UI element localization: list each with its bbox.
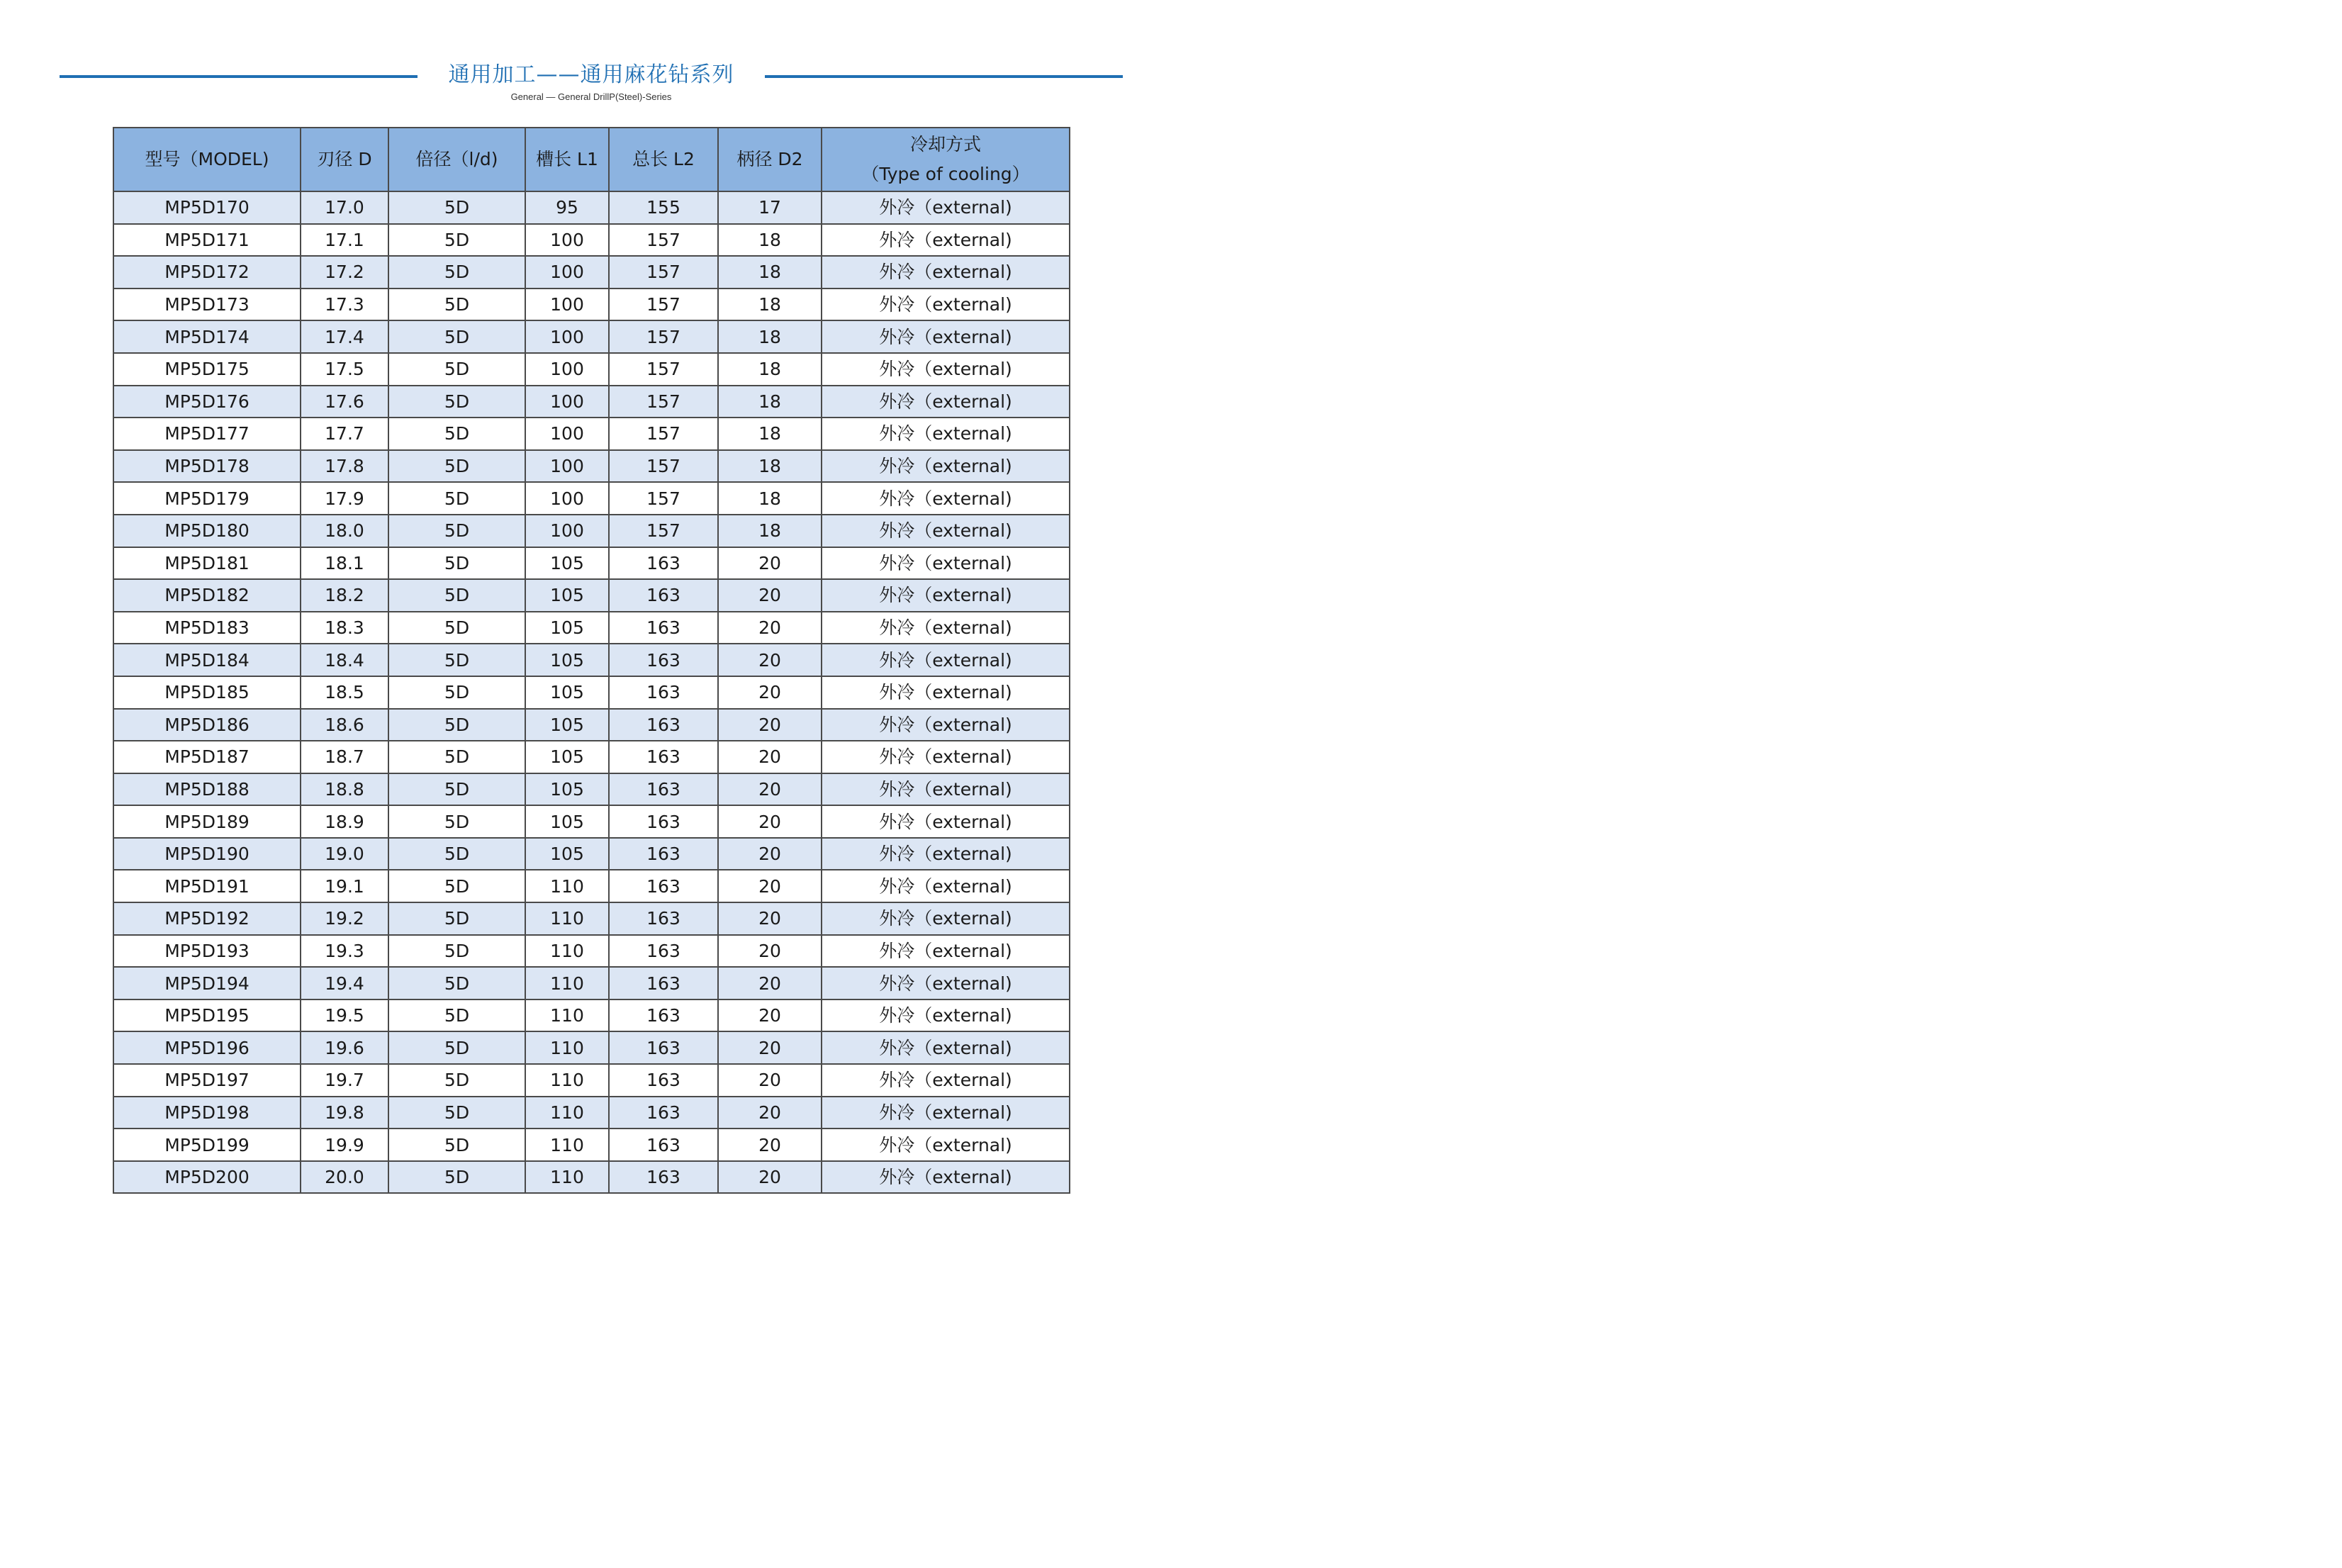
cell-model: MP5D192 <box>113 902 301 935</box>
table-row <box>113 709 1070 741</box>
cell-ratio: 5D <box>388 450 525 483</box>
cell-shank-diameter: 20 <box>718 1129 822 1161</box>
cell-ratio: 5D <box>388 902 525 935</box>
cell-diameter: 19.4 <box>301 967 388 999</box>
cell-overall-length: 157 <box>609 256 718 289</box>
cell-ratio: 5D <box>388 709 525 741</box>
cell-overall-length: 163 <box>609 838 718 870</box>
cell-overall-length: 157 <box>609 418 718 450</box>
cell-ratio: 5D <box>388 741 525 773</box>
table-row <box>113 256 1070 289</box>
cell-cooling-type: 外冷（external) <box>822 838 1070 870</box>
table-row <box>113 353 1070 386</box>
cell-model: MP5D174 <box>113 320 301 353</box>
cell-flute-length: 100 <box>525 450 609 483</box>
cell-ratio: 5D <box>388 967 525 999</box>
table-row <box>113 289 1070 321</box>
cell-diameter: 17.2 <box>301 256 388 289</box>
table-row <box>113 967 1070 999</box>
cell-shank-diameter: 20 <box>718 612 822 644</box>
page-title: 通用加工——通用麻花钻系列 <box>448 62 734 87</box>
cell-diameter: 18.0 <box>301 515 388 547</box>
cell-overall-length: 157 <box>609 515 718 547</box>
column-header-ratio: 倍径（l/d) <box>388 128 525 191</box>
cell-diameter: 17.6 <box>301 386 388 418</box>
cell-ratio: 5D <box>388 612 525 644</box>
cell-shank-diameter: 18 <box>718 450 822 483</box>
cell-ratio: 5D <box>388 386 525 418</box>
cell-shank-diameter: 18 <box>718 289 822 321</box>
cell-model: MP5D187 <box>113 741 301 773</box>
table-row <box>113 999 1070 1032</box>
cell-diameter: 19.9 <box>301 1129 388 1161</box>
spec-table <box>113 127 1070 1194</box>
table-row <box>113 450 1070 483</box>
cell-overall-length: 163 <box>609 870 718 902</box>
cell-diameter: 18.2 <box>301 579 388 612</box>
cell-model: MP5D177 <box>113 418 301 450</box>
cell-ratio: 5D <box>388 579 525 612</box>
cell-flute-length: 95 <box>525 191 609 224</box>
cell-model: MP5D180 <box>113 515 301 547</box>
cell-diameter: 19.5 <box>301 999 388 1032</box>
cell-cooling-type: 外冷（external) <box>822 644 1070 676</box>
cell-overall-length: 163 <box>609 579 718 612</box>
header-row <box>113 128 1070 191</box>
cell-model: MP5D182 <box>113 579 301 612</box>
table-row <box>113 676 1070 709</box>
cell-diameter: 18.7 <box>301 741 388 773</box>
cell-ratio: 5D <box>388 805 525 838</box>
cell-flute-length: 105 <box>525 838 609 870</box>
cell-ratio: 5D <box>388 547 525 580</box>
cell-diameter: 17.8 <box>301 450 388 483</box>
cell-overall-length: 163 <box>609 967 718 999</box>
cell-flute-length: 110 <box>525 935 609 968</box>
cell-model: MP5D188 <box>113 773 301 806</box>
cell-shank-diameter: 18 <box>718 320 822 353</box>
cell-ratio: 5D <box>388 1031 525 1064</box>
cell-ratio: 5D <box>388 224 525 257</box>
cell-ratio: 5D <box>388 838 525 870</box>
cell-overall-length: 157 <box>609 289 718 321</box>
cell-ratio: 5D <box>388 1064 525 1097</box>
cell-cooling-type: 外冷（external) <box>822 450 1070 483</box>
cell-model: MP5D176 <box>113 386 301 418</box>
cell-ratio: 5D <box>388 418 525 450</box>
cell-diameter: 19.1 <box>301 870 388 902</box>
column-header-cooling-type: 冷却方式 （Type of cooling） <box>822 128 1070 191</box>
page-subtitle: General — General DrillP(Steel)-Series <box>510 91 672 102</box>
cell-ratio: 5D <box>388 482 525 515</box>
cell-shank-diameter: 20 <box>718 741 822 773</box>
cell-diameter: 17.9 <box>301 482 388 515</box>
cell-flute-length: 110 <box>525 999 609 1032</box>
cell-shank-diameter: 18 <box>718 256 822 289</box>
cell-diameter: 18.4 <box>301 644 388 676</box>
cell-overall-length: 157 <box>609 450 718 483</box>
cell-overall-length: 157 <box>609 353 718 386</box>
cell-flute-length: 105 <box>525 709 609 741</box>
cell-model: MP5D198 <box>113 1097 301 1129</box>
cell-cooling-type: 外冷（external) <box>822 353 1070 386</box>
cell-flute-length: 110 <box>525 902 609 935</box>
column-header-diameter: 刃径 D <box>301 128 388 191</box>
cell-shank-diameter: 20 <box>718 935 822 968</box>
cell-shank-diameter: 18 <box>718 418 822 450</box>
cell-model: MP5D186 <box>113 709 301 741</box>
cell-ratio: 5D <box>388 935 525 968</box>
cell-diameter: 18.5 <box>301 676 388 709</box>
header-rule-left <box>60 75 418 78</box>
cell-model: MP5D175 <box>113 353 301 386</box>
cell-diameter: 19.0 <box>301 838 388 870</box>
cell-model: MP5D173 <box>113 289 301 321</box>
cell-flute-length: 110 <box>525 1064 609 1097</box>
cell-overall-length: 163 <box>609 547 718 580</box>
cell-diameter: 19.6 <box>301 1031 388 1064</box>
cell-cooling-type: 外冷（external) <box>822 289 1070 321</box>
header-rule-right <box>765 75 1123 78</box>
page-header <box>60 61 1123 111</box>
cell-cooling-type: 外冷（external) <box>822 320 1070 353</box>
cell-overall-length: 163 <box>609 1064 718 1097</box>
cell-shank-diameter: 20 <box>718 644 822 676</box>
cell-model: MP5D183 <box>113 612 301 644</box>
cell-ratio: 5D <box>388 289 525 321</box>
cell-overall-length: 163 <box>609 1129 718 1161</box>
table-row <box>113 935 1070 968</box>
cell-ratio: 5D <box>388 676 525 709</box>
cell-ratio: 5D <box>388 515 525 547</box>
cell-model: MP5D197 <box>113 1064 301 1097</box>
cell-overall-length: 163 <box>609 773 718 806</box>
table-row <box>113 805 1070 838</box>
cell-flute-length: 110 <box>525 1031 609 1064</box>
cell-overall-length: 157 <box>609 320 718 353</box>
cell-diameter: 17.4 <box>301 320 388 353</box>
cell-shank-diameter: 20 <box>718 773 822 806</box>
cell-overall-length: 163 <box>609 902 718 935</box>
cell-cooling-type: 外冷（external) <box>822 1129 1070 1161</box>
cell-cooling-type: 外冷（external) <box>822 935 1070 968</box>
table-row <box>113 741 1070 773</box>
cell-shank-diameter: 18 <box>718 224 822 257</box>
cell-diameter: 17.7 <box>301 418 388 450</box>
cell-diameter: 17.5 <box>301 353 388 386</box>
cell-diameter: 19.8 <box>301 1097 388 1129</box>
cell-flute-length: 105 <box>525 612 609 644</box>
cell-ratio: 5D <box>388 1161 525 1194</box>
cell-model: MP5D172 <box>113 256 301 289</box>
cell-overall-length: 163 <box>609 741 718 773</box>
cell-shank-diameter: 20 <box>718 579 822 612</box>
table-row <box>113 224 1070 257</box>
table-row <box>113 1097 1070 1129</box>
cell-flute-length: 105 <box>525 741 609 773</box>
cell-model: MP5D178 <box>113 450 301 483</box>
cell-flute-length: 110 <box>525 1097 609 1129</box>
cell-diameter: 19.3 <box>301 935 388 968</box>
cell-shank-diameter: 20 <box>718 870 822 902</box>
cell-shank-diameter: 17 <box>718 191 822 224</box>
cell-cooling-type: 外冷（external) <box>822 418 1070 450</box>
cell-cooling-type: 外冷（external) <box>822 579 1070 612</box>
cell-cooling-type: 外冷（external) <box>822 256 1070 289</box>
table-row <box>113 191 1070 224</box>
cell-shank-diameter: 20 <box>718 1064 822 1097</box>
cell-ratio: 5D <box>388 353 525 386</box>
cell-ratio: 5D <box>388 870 525 902</box>
cell-diameter: 17.3 <box>301 289 388 321</box>
cell-flute-length: 105 <box>525 547 609 580</box>
cell-shank-diameter: 20 <box>718 805 822 838</box>
cell-model: MP5D190 <box>113 838 301 870</box>
cell-diameter: 20.0 <box>301 1161 388 1194</box>
cell-cooling-type: 外冷（external) <box>822 386 1070 418</box>
cell-cooling-type: 外冷（external) <box>822 612 1070 644</box>
cell-overall-length: 163 <box>609 644 718 676</box>
table-row <box>113 547 1070 580</box>
cell-cooling-type: 外冷（external) <box>822 967 1070 999</box>
cell-overall-length: 163 <box>609 935 718 968</box>
table-row <box>113 1161 1070 1194</box>
cell-cooling-type: 外冷（external) <box>822 547 1070 580</box>
cell-cooling-type: 外冷（external) <box>822 1031 1070 1064</box>
table-row <box>113 870 1070 902</box>
cell-ratio: 5D <box>388 999 525 1032</box>
cell-flute-length: 110 <box>525 967 609 999</box>
cell-overall-length: 155 <box>609 191 718 224</box>
table-body <box>113 191 1070 1193</box>
table-row <box>113 838 1070 870</box>
cell-ratio: 5D <box>388 773 525 806</box>
cell-cooling-type: 外冷（external) <box>822 709 1070 741</box>
table-row <box>113 1064 1070 1097</box>
cell-ratio: 5D <box>388 256 525 289</box>
table-row <box>113 644 1070 676</box>
cell-shank-diameter: 20 <box>718 709 822 741</box>
cell-diameter: 17.1 <box>301 224 388 257</box>
cell-flute-length: 100 <box>525 482 609 515</box>
cell-model: MP5D194 <box>113 967 301 999</box>
cell-flute-length: 100 <box>525 386 609 418</box>
table-row <box>113 418 1070 450</box>
cell-cooling-type: 外冷（external) <box>822 870 1070 902</box>
table-row <box>113 482 1070 515</box>
cell-model: MP5D170 <box>113 191 301 224</box>
cell-shank-diameter: 18 <box>718 515 822 547</box>
cell-cooling-type: 外冷（external) <box>822 741 1070 773</box>
table-row <box>113 1031 1070 1064</box>
cell-flute-length: 105 <box>525 579 609 612</box>
cell-diameter: 19.2 <box>301 902 388 935</box>
cell-flute-length: 100 <box>525 320 609 353</box>
column-header-overall-length: 总长 L2 <box>609 128 718 191</box>
cell-cooling-type: 外冷（external) <box>822 1097 1070 1129</box>
cell-model: MP5D179 <box>113 482 301 515</box>
cell-model: MP5D189 <box>113 805 301 838</box>
cell-shank-diameter: 20 <box>718 676 822 709</box>
cell-flute-length: 105 <box>525 644 609 676</box>
cell-shank-diameter: 18 <box>718 353 822 386</box>
cell-flute-length: 110 <box>525 1161 609 1194</box>
cell-ratio: 5D <box>388 644 525 676</box>
cell-model: MP5D181 <box>113 547 301 580</box>
cell-diameter: 19.7 <box>301 1064 388 1097</box>
table-row <box>113 1129 1070 1161</box>
cell-model: MP5D191 <box>113 870 301 902</box>
table-row <box>113 386 1070 418</box>
cell-cooling-type: 外冷（external) <box>822 224 1070 257</box>
cell-overall-length: 157 <box>609 386 718 418</box>
cell-shank-diameter: 20 <box>718 999 822 1032</box>
cell-ratio: 5D <box>388 1097 525 1129</box>
cell-cooling-type: 外冷（external) <box>822 773 1070 806</box>
cell-cooling-type: 外冷（external) <box>822 676 1070 709</box>
cell-model: MP5D199 <box>113 1129 301 1161</box>
cell-shank-diameter: 20 <box>718 1031 822 1064</box>
cell-flute-length: 105 <box>525 805 609 838</box>
table-row <box>113 320 1070 353</box>
cell-diameter: 18.6 <box>301 709 388 741</box>
cell-cooling-type: 外冷（external) <box>822 805 1070 838</box>
cell-model: MP5D195 <box>113 999 301 1032</box>
table-row <box>113 515 1070 547</box>
cell-overall-length: 163 <box>609 1097 718 1129</box>
cell-shank-diameter: 20 <box>718 1097 822 1129</box>
cell-overall-length: 157 <box>609 224 718 257</box>
cell-shank-diameter: 20 <box>718 838 822 870</box>
cell-cooling-type: 外冷（external) <box>822 191 1070 224</box>
cell-model: MP5D193 <box>113 935 301 968</box>
column-header-flute-length: 槽长 L1 <box>525 128 609 191</box>
cell-overall-length: 163 <box>609 1031 718 1064</box>
cell-diameter: 18.8 <box>301 773 388 806</box>
table-row <box>113 579 1070 612</box>
cell-ratio: 5D <box>388 320 525 353</box>
cell-flute-length: 100 <box>525 418 609 450</box>
cell-diameter: 17.0 <box>301 191 388 224</box>
cell-shank-diameter: 18 <box>718 386 822 418</box>
cell-ratio: 5D <box>388 191 525 224</box>
cell-overall-length: 157 <box>609 482 718 515</box>
cell-flute-length: 110 <box>525 870 609 902</box>
table-header <box>113 128 1070 191</box>
cell-shank-diameter: 20 <box>718 547 822 580</box>
cell-shank-diameter: 20 <box>718 1161 822 1194</box>
cell-overall-length: 163 <box>609 1161 718 1194</box>
cell-overall-length: 163 <box>609 805 718 838</box>
cell-flute-length: 100 <box>525 224 609 257</box>
cell-shank-diameter: 20 <box>718 902 822 935</box>
cell-model: MP5D196 <box>113 1031 301 1064</box>
cell-diameter: 18.9 <box>301 805 388 838</box>
cell-flute-length: 100 <box>525 353 609 386</box>
cell-cooling-type: 外冷（external) <box>822 1064 1070 1097</box>
cell-model: MP5D185 <box>113 676 301 709</box>
cell-overall-length: 163 <box>609 709 718 741</box>
table-row <box>113 902 1070 935</box>
cell-diameter: 18.1 <box>301 547 388 580</box>
cell-shank-diameter: 20 <box>718 967 822 999</box>
cell-cooling-type: 外冷（external) <box>822 482 1070 515</box>
cell-flute-length: 105 <box>525 676 609 709</box>
cell-flute-length: 100 <box>525 289 609 321</box>
cell-flute-length: 105 <box>525 773 609 806</box>
cell-model: MP5D171 <box>113 224 301 257</box>
cell-overall-length: 163 <box>609 612 718 644</box>
cell-cooling-type: 外冷（external) <box>822 515 1070 547</box>
cell-ratio: 5D <box>388 1129 525 1161</box>
cell-flute-length: 110 <box>525 1129 609 1161</box>
cell-cooling-type: 外冷（external) <box>822 999 1070 1032</box>
cell-model: MP5D200 <box>113 1161 301 1194</box>
cell-cooling-type: 外冷（external) <box>822 1161 1070 1194</box>
column-header-model: 型号（MODEL) <box>113 128 301 191</box>
cell-shank-diameter: 18 <box>718 482 822 515</box>
cell-diameter: 18.3 <box>301 612 388 644</box>
cell-overall-length: 163 <box>609 999 718 1032</box>
table-row <box>113 612 1070 644</box>
cell-cooling-type: 外冷（external) <box>822 902 1070 935</box>
column-header-shank-diameter: 柄径 D2 <box>718 128 822 191</box>
cell-flute-length: 100 <box>525 515 609 547</box>
table-row <box>113 773 1070 806</box>
cell-flute-length: 100 <box>525 256 609 289</box>
cell-model: MP5D184 <box>113 644 301 676</box>
cell-overall-length: 163 <box>609 676 718 709</box>
